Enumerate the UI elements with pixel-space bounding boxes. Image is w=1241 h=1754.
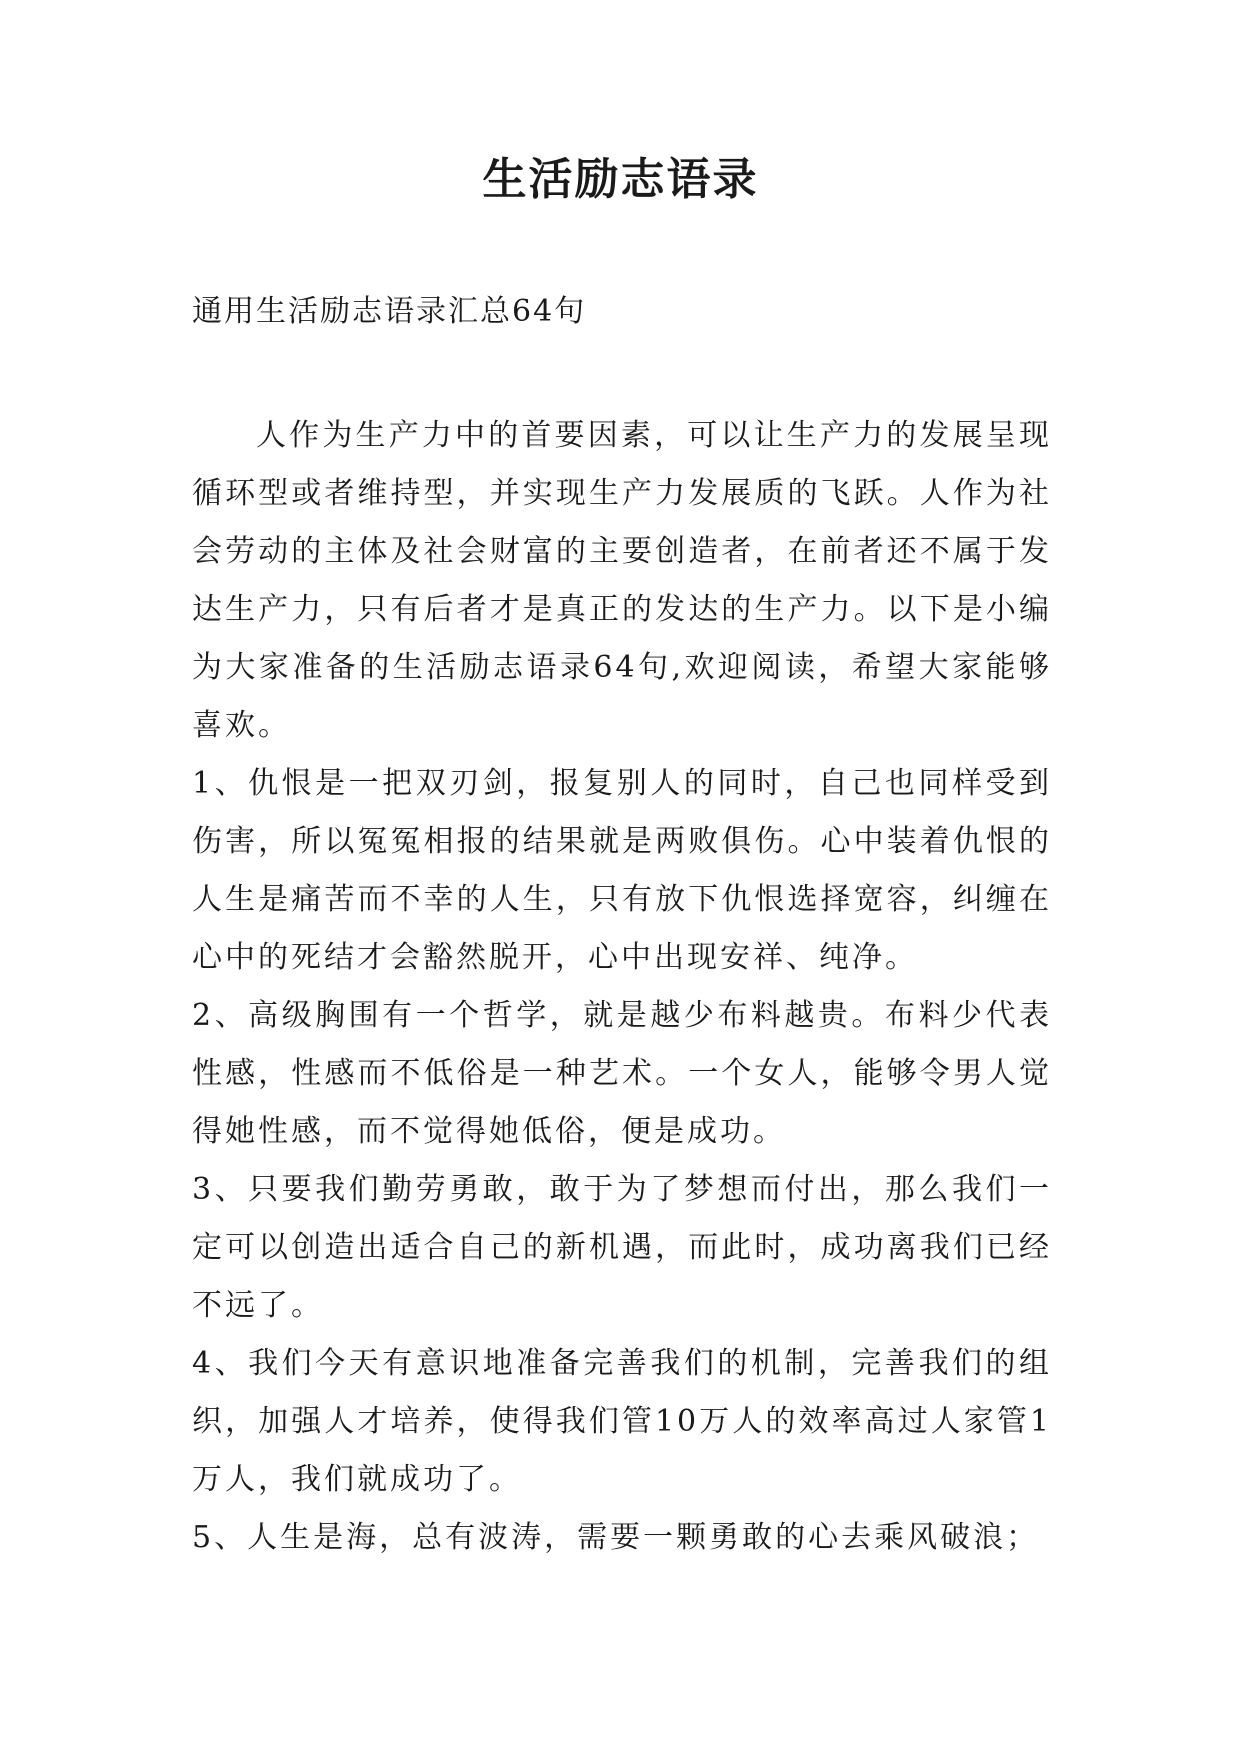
document-title: 生活励志语录 <box>482 154 759 205</box>
document-subtitle: 通用生活励志语录汇总64句 <box>192 294 587 329</box>
list-item: 5、人生是海，总有波涛，需要一颗勇敢的心去乘风破浪； <box>192 1520 1040 1555</box>
list-item: 4、我们今天有意识地准备完善我们的机制，完善我们的组织，加强人才培养，使得我们管10万人的效率高过人家管1万人，我们就成功了。 <box>192 1346 1052 1497</box>
intro-paragraph: 人作为生产力中的首要因素，可以让生产力的发展呈现循环型或者维持型，并实现生产力发展质的飞跃。人作为社会劳动的主体及社会财富的主要创造者，在前者还不属于发达生产力，只有后者才是真正的发达的生产力。以下是小编为大家准备的生活励志语录64句,欢迎阅读，希望大家能够喜欢。 <box>192 418 1052 743</box>
list-item: 1、仇恨是一把双刃剑，报复别人的同时，自己也同样受到伤害，所以冤冤相报的结果就是两败俱伤。心中装着仇恨的人生是痛苦而不幸的人生，只有放下仇恨选择宽容，纠缠在心中的死结才会豁然脱开，心中出现安祥、纯净。 <box>192 766 1052 975</box>
list-item: 2、高级胸围有一个哲学，就是越少布料越贵。布料少代表性感，性感而不低俗是一种艺术。一个女人，能够令男人觉得她性感，而不觉得她低俗，便是成功。 <box>192 998 1052 1149</box>
list-item: 3、只要我们勤劳勇敢，敢于为了梦想而付出，那么我们一定可以创造出适合自己的新机遇，而此时，成功离我们已经不远了。 <box>192 1172 1052 1323</box>
document-body <box>192 407 1052 1567</box>
